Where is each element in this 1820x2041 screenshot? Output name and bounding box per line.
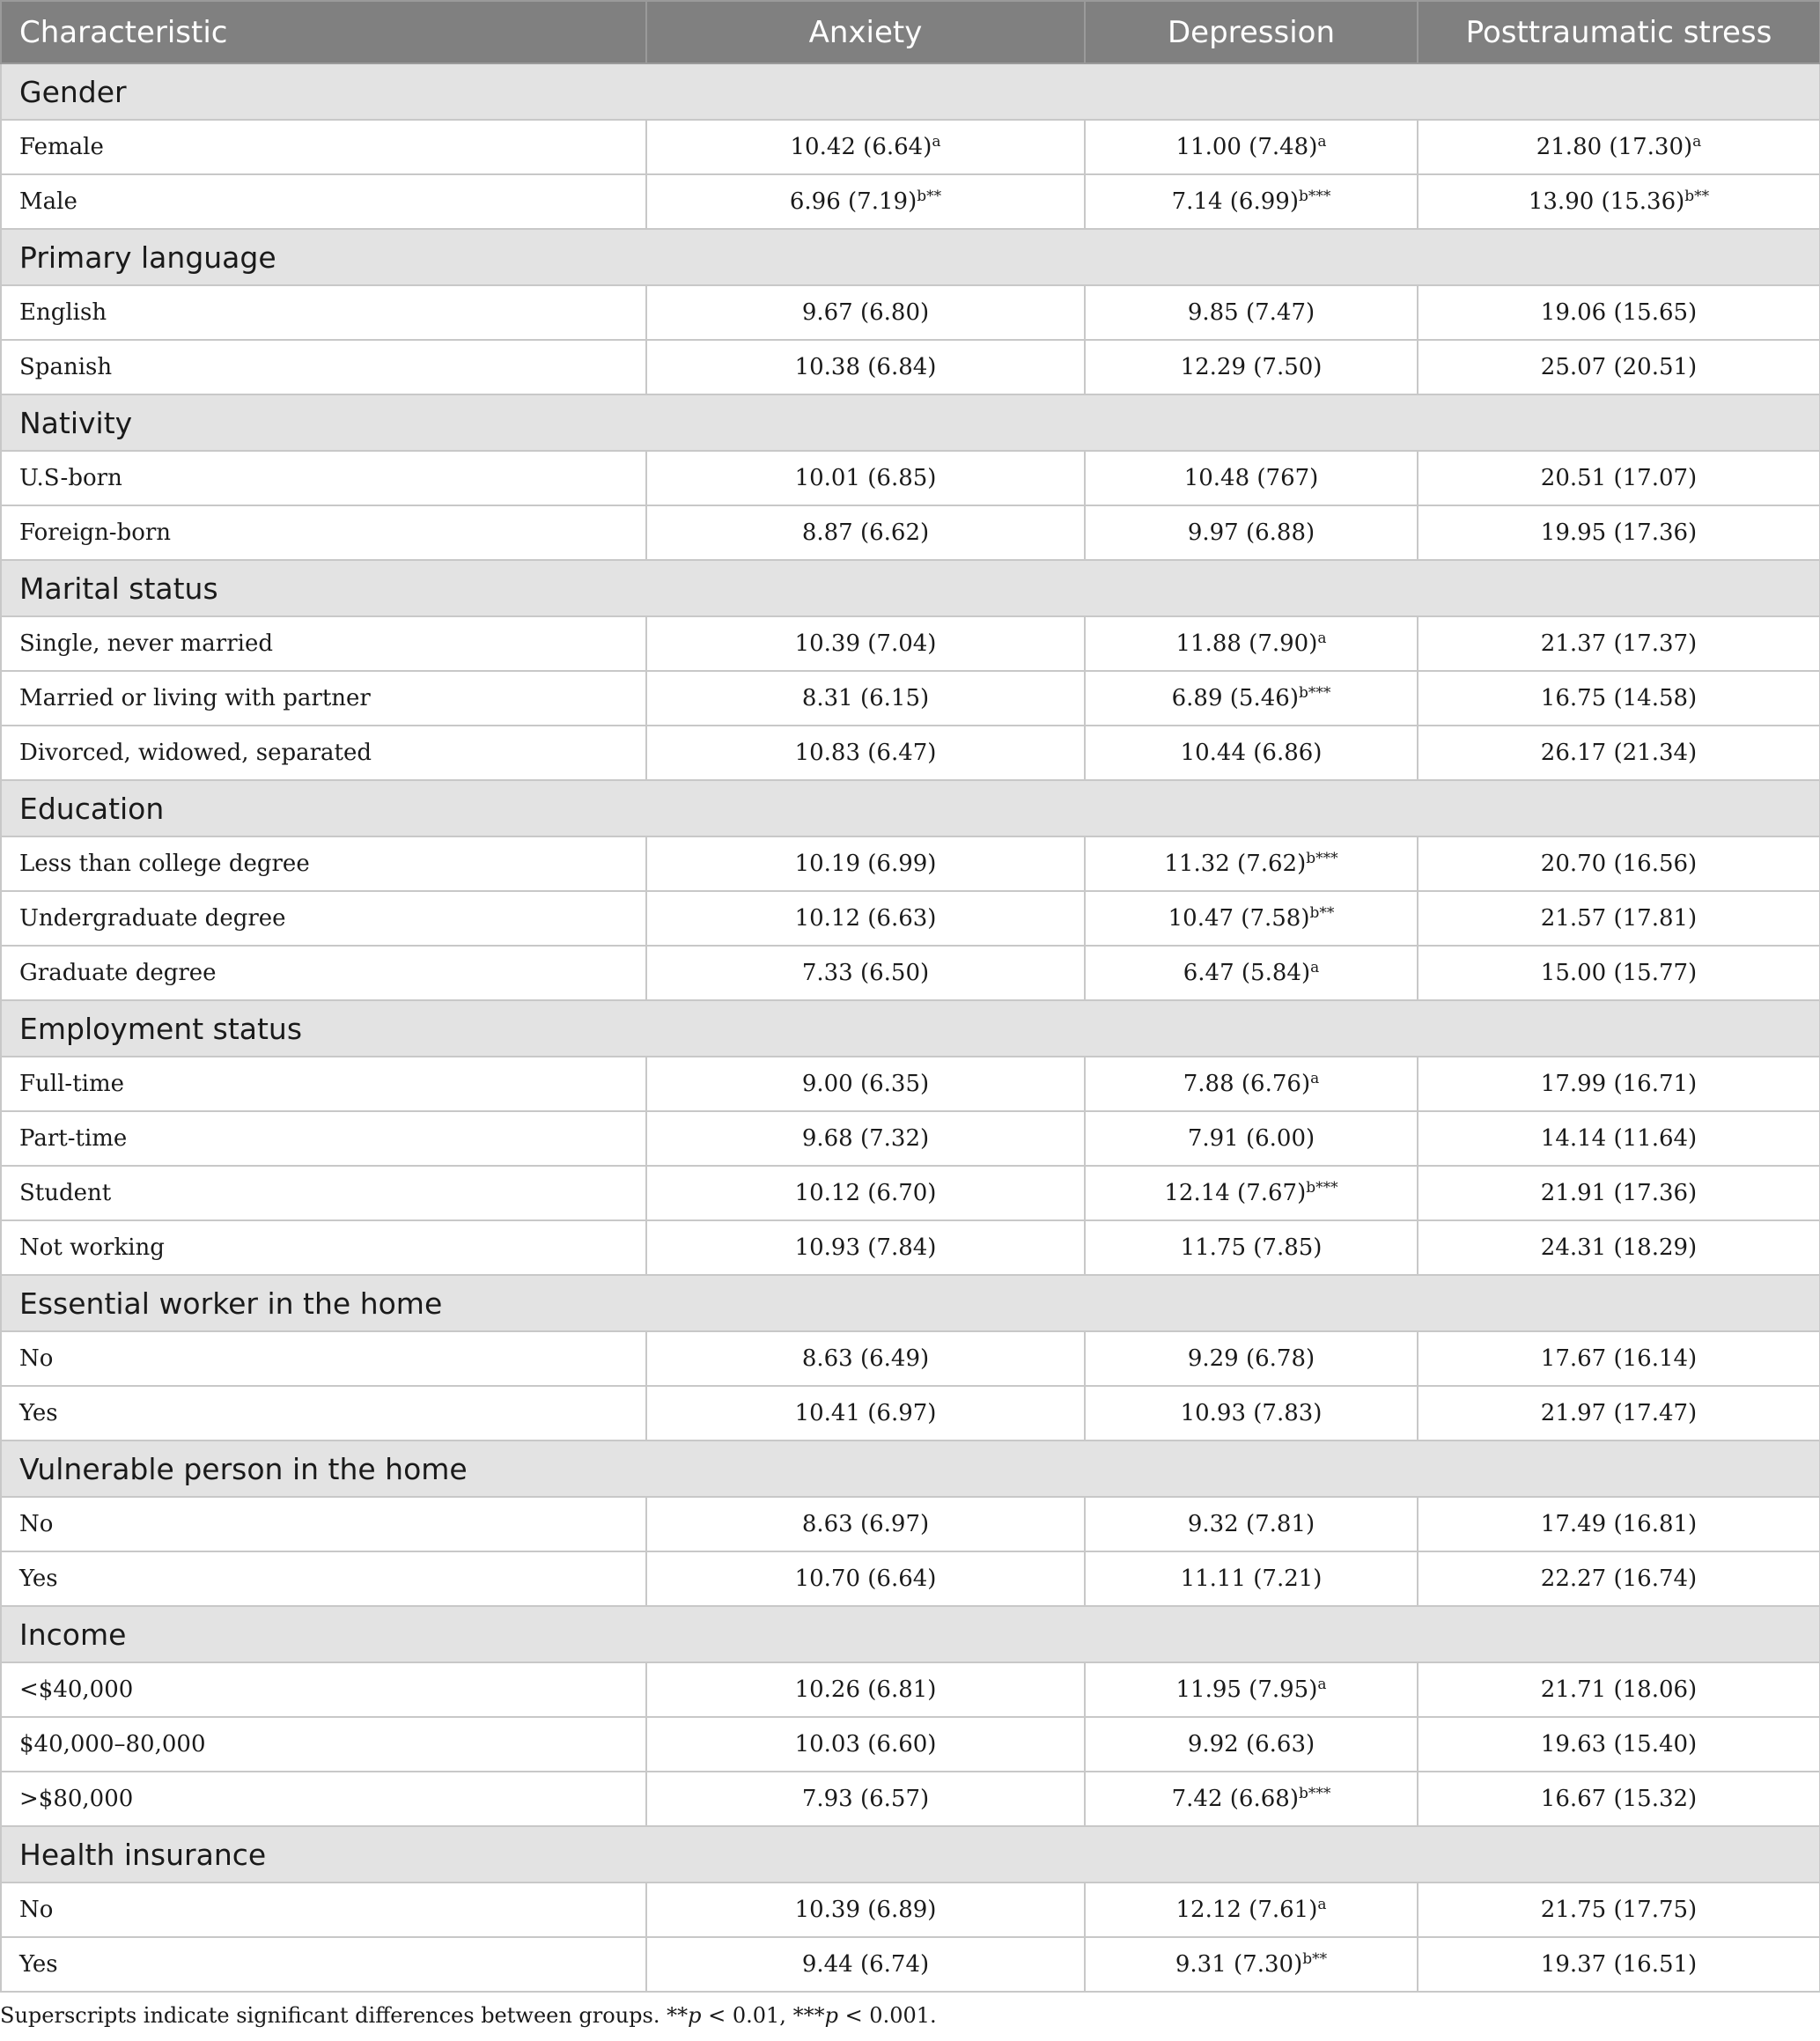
cell-value: 9.97 (6.88) <box>1187 519 1315 546</box>
table-body <box>1 63 1820 1992</box>
cell-posttraumatic-stress <box>1418 174 1820 229</box>
cell-value: 20.51 (17.07) <box>1540 465 1698 491</box>
cell-value: 7.88 (6.76) <box>1183 1071 1311 1097</box>
group-label: Marital status <box>1 560 1820 616</box>
significance-superscript: a <box>1692 133 1702 151</box>
cell-depression <box>1085 891 1418 946</box>
table-row <box>1 1057 1820 1111</box>
cell-value: 8.31 (6.15) <box>801 685 930 711</box>
cell-value: 8.63 (6.49) <box>801 1345 930 1372</box>
cell-anxiety <box>646 174 1085 229</box>
cell-value: 10.38 (6.84) <box>794 354 937 380</box>
significance-superscript: b** <box>1309 904 1335 922</box>
cell-posttraumatic-stress <box>1418 671 1820 726</box>
cell-value: 19.06 (15.65) <box>1540 299 1698 326</box>
cell-posttraumatic-stress <box>1418 1497 1820 1551</box>
cell-value: 10.83 (6.47) <box>794 740 937 766</box>
cell-value: 10.39 (7.04) <box>794 630 937 657</box>
cell-anxiety <box>646 891 1085 946</box>
cell-value: 7.93 (6.57) <box>801 1786 930 1812</box>
cell-value: 7.91 (6.00) <box>1187 1125 1315 1152</box>
cell-value: 10.42 (6.64) <box>790 134 932 160</box>
table-row <box>1 120 1820 174</box>
cell-value: 13.90 (15.36) <box>1528 188 1685 215</box>
cell-value: 8.87 (6.62) <box>801 519 930 546</box>
cell-depression <box>1085 836 1418 891</box>
cell-value: 17.49 (16.81) <box>1540 1511 1698 1537</box>
header-posttraumatic-stress: Posttraumatic stress <box>1418 1 1820 63</box>
row-label: Not working <box>1 1220 646 1275</box>
cell-value: 14.14 (11.64) <box>1540 1125 1698 1152</box>
table-row <box>1 1331 1820 1386</box>
table-row <box>1 174 1820 229</box>
cell-value: 21.91 (17.36) <box>1540 1180 1698 1206</box>
cell-value: 15.00 (15.77) <box>1540 960 1698 986</box>
cell-value: 21.57 (17.81) <box>1540 905 1698 932</box>
row-label: No <box>1 1331 646 1386</box>
group-header-row <box>1 1000 1820 1057</box>
significance-superscript: b*** <box>1306 850 1338 867</box>
cell-value: 10.19 (6.99) <box>794 851 937 877</box>
cell-depression <box>1085 340 1418 394</box>
cell-depression <box>1085 1772 1418 1826</box>
cell-value: 10.93 (7.84) <box>794 1234 937 1261</box>
cell-value: 12.29 (7.50) <box>1180 354 1323 380</box>
cell-anxiety <box>646 1386 1085 1440</box>
cell-value: 19.37 (16.51) <box>1540 1951 1698 1978</box>
cell-depression <box>1085 1331 1418 1386</box>
cell-value: 8.63 (6.97) <box>801 1511 930 1537</box>
cell-depression <box>1085 1220 1418 1275</box>
group-label: Education <box>1 780 1820 836</box>
significance-superscript: b** <box>917 188 942 205</box>
cell-value: 9.29 (6.78) <box>1187 1345 1315 1372</box>
table-row <box>1 616 1820 671</box>
cell-depression <box>1085 1497 1418 1551</box>
group-label: Primary language <box>1 229 1820 285</box>
cell-value: 9.68 (7.32) <box>801 1125 930 1152</box>
cell-value: 6.96 (7.19) <box>789 188 917 215</box>
group-header-row <box>1 229 1820 285</box>
cell-value: 21.71 (18.06) <box>1540 1676 1698 1703</box>
cell-value: 7.14 (6.99) <box>1171 188 1299 215</box>
cell-value: 21.37 (17.37) <box>1540 630 1698 657</box>
table-row <box>1 505 1820 560</box>
cell-value: 19.95 (17.36) <box>1540 519 1698 546</box>
cell-value: 9.00 (6.35) <box>801 1071 930 1097</box>
table-row <box>1 1166 1820 1220</box>
table-row <box>1 1551 1820 1606</box>
cell-anxiety <box>646 1331 1085 1386</box>
cell-posttraumatic-stress <box>1418 285 1820 340</box>
group-label: Income <box>1 1606 1820 1662</box>
cell-value: 11.88 (7.90) <box>1175 630 1318 657</box>
cell-value: 6.47 (5.84) <box>1183 960 1311 986</box>
significance-superscript: a <box>1317 1676 1327 1693</box>
cell-anxiety <box>646 1220 1085 1275</box>
cell-value: 12.12 (7.61) <box>1175 1897 1318 1923</box>
significance-superscript: a <box>932 133 941 151</box>
significance-superscript: b*** <box>1298 684 1331 702</box>
cell-value: 16.75 (14.58) <box>1540 685 1698 711</box>
table-row <box>1 1937 1820 1992</box>
cell-anxiety <box>646 1166 1085 1220</box>
cell-value: 10.93 (7.83) <box>1180 1400 1323 1426</box>
cell-posttraumatic-stress <box>1418 1717 1820 1772</box>
table-row <box>1 1386 1820 1440</box>
table-row <box>1 285 1820 340</box>
cell-posttraumatic-stress <box>1418 1057 1820 1111</box>
cell-posttraumatic-stress <box>1418 451 1820 505</box>
row-label: $40,000–80,000 <box>1 1717 646 1772</box>
row-label: Full-time <box>1 1057 646 1111</box>
cell-anxiety <box>646 1551 1085 1606</box>
table-row <box>1 1220 1820 1275</box>
row-label: Undergraduate degree <box>1 891 646 946</box>
cell-value: 9.44 (6.74) <box>801 1951 930 1978</box>
cell-value: 9.31 (7.30) <box>1175 1951 1303 1978</box>
table-row <box>1 726 1820 780</box>
significance-superscript: b** <box>1302 1950 1328 1968</box>
cell-anxiety <box>646 1772 1085 1826</box>
cell-value: 9.92 (6.63) <box>1187 1731 1315 1757</box>
cell-anxiety <box>646 120 1085 174</box>
cell-value: 17.99 (16.71) <box>1540 1071 1698 1097</box>
cell-anxiety <box>646 505 1085 560</box>
row-label: Part-time <box>1 1111 646 1166</box>
cell-depression <box>1085 1717 1418 1772</box>
row-label: Yes <box>1 1937 646 1992</box>
header-anxiety: Anxiety <box>646 1 1085 63</box>
significance-superscript: a <box>1310 1070 1320 1087</box>
row-label: <$40,000 <box>1 1662 646 1717</box>
cell-anxiety <box>646 616 1085 671</box>
cell-value: 10.12 (6.63) <box>794 905 937 932</box>
row-label: Male <box>1 174 646 229</box>
cell-depression <box>1085 505 1418 560</box>
cell-anxiety <box>646 451 1085 505</box>
table-row <box>1 891 1820 946</box>
table-row <box>1 1111 1820 1166</box>
cell-value: 21.75 (17.75) <box>1540 1897 1698 1923</box>
row-label: Single, never married <box>1 616 646 671</box>
cell-anxiety <box>646 1883 1085 1937</box>
cell-posttraumatic-stress <box>1418 616 1820 671</box>
cell-depression <box>1085 1883 1418 1937</box>
cell-value: 7.42 (6.68) <box>1171 1786 1299 1812</box>
significance-superscript: a <box>1310 959 1320 976</box>
row-label: >$80,000 <box>1 1772 646 1826</box>
group-label: Vulnerable person in the home <box>1 1440 1820 1497</box>
header-row <box>1 1 1820 63</box>
cell-posttraumatic-stress <box>1418 1662 1820 1717</box>
cell-anxiety <box>646 285 1085 340</box>
cell-depression <box>1085 1111 1418 1166</box>
cell-depression <box>1085 451 1418 505</box>
cell-depression <box>1085 174 1418 229</box>
cell-depression <box>1085 671 1418 726</box>
cell-posttraumatic-stress <box>1418 1772 1820 1826</box>
table-row <box>1 1662 1820 1717</box>
cell-depression <box>1085 1386 1418 1440</box>
row-label: Married or living with partner <box>1 671 646 726</box>
group-label: Gender <box>1 63 1820 120</box>
row-label: Yes <box>1 1386 646 1440</box>
cell-value: 26.17 (21.34) <box>1540 740 1698 766</box>
table-footnote <box>0 2003 1820 2028</box>
cell-posttraumatic-stress <box>1418 836 1820 891</box>
table-row <box>1 1772 1820 1826</box>
group-header-row <box>1 394 1820 451</box>
cell-value: 10.12 (6.70) <box>794 1180 937 1206</box>
cell-posttraumatic-stress <box>1418 1166 1820 1220</box>
row-label: Female <box>1 120 646 174</box>
cell-value: 10.01 (6.85) <box>794 465 937 491</box>
group-label: Health insurance <box>1 1826 1820 1883</box>
row-label: Yes <box>1 1551 646 1606</box>
table-row <box>1 836 1820 891</box>
cell-value: 7.33 (6.50) <box>801 960 930 986</box>
row-label: Less than college degree <box>1 836 646 891</box>
cell-value: 11.95 (7.95) <box>1175 1676 1318 1703</box>
cell-value: 20.70 (16.56) <box>1540 851 1698 877</box>
cell-depression <box>1085 285 1418 340</box>
cell-value: 10.47 (7.58) <box>1168 905 1310 932</box>
significance-superscript: b*** <box>1298 188 1331 205</box>
footnote-p-symbol: p <box>824 2003 838 2028</box>
cell-value: 11.00 (7.48) <box>1175 134 1318 160</box>
group-header-row <box>1 1606 1820 1662</box>
cell-posttraumatic-stress <box>1418 1883 1820 1937</box>
cell-depression <box>1085 120 1418 174</box>
table-header <box>1 1 1820 63</box>
cell-value: 10.44 (6.86) <box>1180 740 1323 766</box>
significance-superscript: b** <box>1684 188 1710 205</box>
table-row <box>1 1717 1820 1772</box>
cell-value: 16.67 (15.32) <box>1540 1786 1698 1812</box>
cell-anxiety <box>646 340 1085 394</box>
cell-posttraumatic-stress <box>1418 1937 1820 1992</box>
footnote-end: < 0.001. <box>837 2003 937 2028</box>
header-characteristic: Characteristic <box>1 1 646 63</box>
cell-depression <box>1085 616 1418 671</box>
cell-value: 25.07 (20.51) <box>1540 354 1698 380</box>
cell-value: 21.97 (17.47) <box>1540 1400 1698 1426</box>
group-header-row <box>1 1826 1820 1883</box>
table-row <box>1 340 1820 394</box>
row-label: Graduate degree <box>1 946 646 1000</box>
cell-anxiety <box>646 836 1085 891</box>
cell-depression <box>1085 1937 1418 1992</box>
table-row <box>1 1497 1820 1551</box>
cell-posttraumatic-stress <box>1418 946 1820 1000</box>
cell-value: 10.26 (6.81) <box>794 1676 937 1703</box>
group-header-row <box>1 780 1820 836</box>
footnote-mid: < 0.01, *** <box>701 2003 825 2028</box>
row-label: English <box>1 285 646 340</box>
group-header-row <box>1 63 1820 120</box>
table-row <box>1 671 1820 726</box>
row-label: No <box>1 1497 646 1551</box>
cell-value: 10.70 (6.64) <box>794 1566 937 1592</box>
row-label: Student <box>1 1166 646 1220</box>
cell-value: 11.32 (7.62) <box>1164 851 1307 877</box>
group-label: Essential worker in the home <box>1 1275 1820 1331</box>
cell-anxiety <box>646 726 1085 780</box>
row-label: No <box>1 1883 646 1937</box>
cell-value: 10.41 (6.97) <box>794 1400 937 1426</box>
row-label: Foreign-born <box>1 505 646 560</box>
significance-superscript: b*** <box>1306 1179 1338 1197</box>
cell-anxiety <box>646 1937 1085 1992</box>
cell-value: 10.03 (6.60) <box>794 1731 937 1757</box>
group-header-row <box>1 560 1820 616</box>
table-row <box>1 1883 1820 1937</box>
cell-depression <box>1085 1662 1418 1717</box>
cell-anxiety <box>646 1057 1085 1111</box>
cell-value: 9.67 (6.80) <box>801 299 930 326</box>
table-row <box>1 451 1820 505</box>
header-depression: Depression <box>1085 1 1418 63</box>
cell-value: 9.85 (7.47) <box>1187 299 1315 326</box>
significance-superscript: b*** <box>1298 1785 1331 1802</box>
row-label: Divorced, widowed, separated <box>1 726 646 780</box>
cell-depression <box>1085 1166 1418 1220</box>
cell-posttraumatic-stress <box>1418 1331 1820 1386</box>
significance-superscript: a <box>1317 1896 1327 1913</box>
row-label: U.S-born <box>1 451 646 505</box>
cell-anxiety <box>646 1497 1085 1551</box>
cell-posttraumatic-stress <box>1418 1386 1820 1440</box>
footnote-lead: Superscripts indicate significant differences between groups. ** <box>0 2003 689 2028</box>
cell-anxiety <box>646 1111 1085 1166</box>
footnote-p-symbol: p <box>688 2003 702 2028</box>
cell-posttraumatic-stress <box>1418 1111 1820 1166</box>
cell-depression <box>1085 946 1418 1000</box>
group-header-row <box>1 1440 1820 1497</box>
cell-posttraumatic-stress <box>1418 1220 1820 1275</box>
cell-posttraumatic-stress <box>1418 891 1820 946</box>
cell-anxiety <box>646 1717 1085 1772</box>
table-row <box>1 946 1820 1000</box>
cell-depression <box>1085 1551 1418 1606</box>
group-label: Employment status <box>1 1000 1820 1057</box>
cell-posttraumatic-stress <box>1418 726 1820 780</box>
cell-value: 24.31 (18.29) <box>1540 1234 1698 1261</box>
cell-posttraumatic-stress <box>1418 120 1820 174</box>
cell-value: 10.48 (767) <box>1183 465 1319 491</box>
significance-superscript: a <box>1317 133 1327 151</box>
cell-anxiety <box>646 1662 1085 1717</box>
cell-value: 17.67 (16.14) <box>1540 1345 1698 1372</box>
cell-depression <box>1085 726 1418 780</box>
cell-anxiety <box>646 946 1085 1000</box>
cell-value: 19.63 (15.40) <box>1540 1731 1698 1757</box>
significance-superscript: a <box>1317 630 1327 647</box>
cell-value: 9.32 (7.81) <box>1187 1511 1315 1537</box>
cell-anxiety <box>646 671 1085 726</box>
cell-value: 6.89 (5.46) <box>1171 685 1299 711</box>
cell-value: 11.11 (7.21) <box>1180 1566 1323 1592</box>
group-label: Nativity <box>1 394 1820 451</box>
cell-posttraumatic-stress <box>1418 1551 1820 1606</box>
cell-value: 12.14 (7.67) <box>1164 1180 1307 1206</box>
cell-value: 11.75 (7.85) <box>1180 1234 1323 1261</box>
cell-value: 10.39 (6.89) <box>794 1897 937 1923</box>
cell-depression <box>1085 1057 1418 1111</box>
cell-posttraumatic-stress <box>1418 505 1820 560</box>
group-header-row <box>1 1275 1820 1331</box>
row-label: Spanish <box>1 340 646 394</box>
cell-value: 21.80 (17.30) <box>1536 134 1693 160</box>
cell-value: 22.27 (16.74) <box>1540 1566 1698 1592</box>
cell-posttraumatic-stress <box>1418 340 1820 394</box>
